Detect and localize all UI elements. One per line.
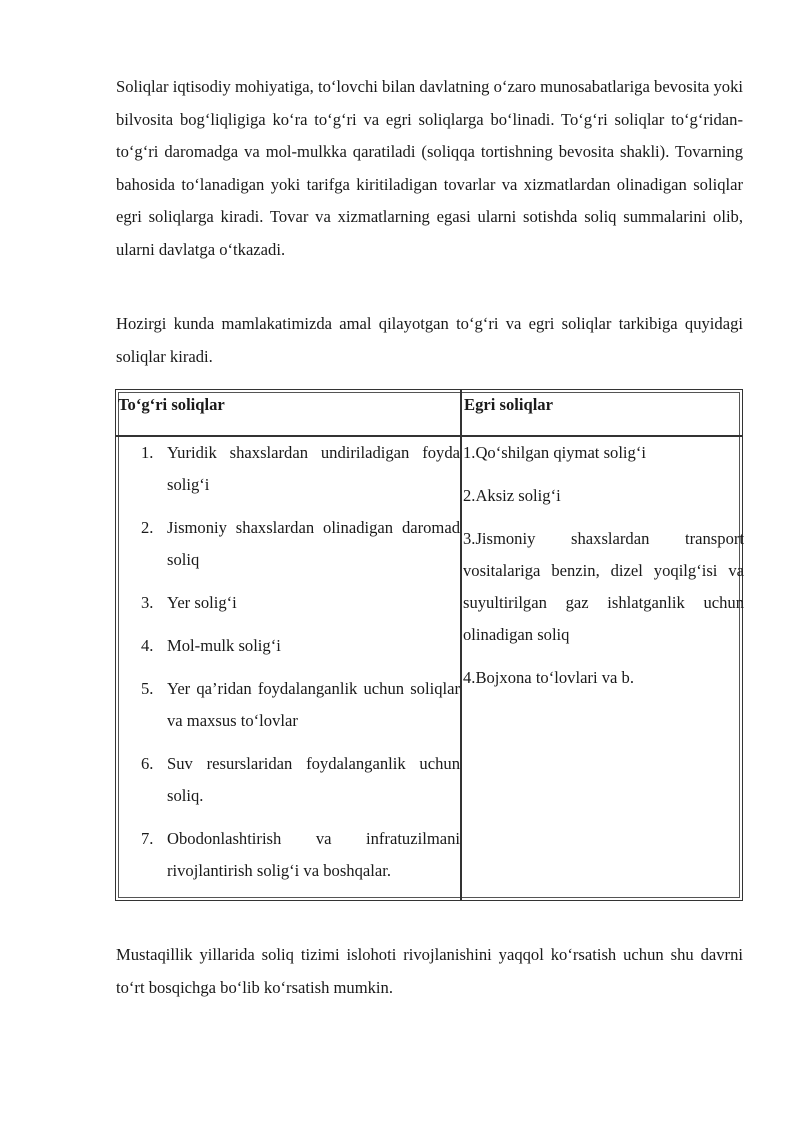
item-text: Mol-mulk solig‘i [167, 636, 281, 655]
item-text: Suv resurslaridan foydalanganlik uchun soliq. [167, 754, 460, 805]
list-item [116, 630, 460, 662]
intro-paragraph: Soliqlar iqtisodiy mohiyatiga, to‘lovchi bilan davlatning o‘zaro munosabatlariga bevosita yoki bilvosita bog‘liqligiga ko‘ra to‘g‘ri va egri soliqlarga bo‘linadi. To‘g‘ri soliqlar to‘g‘ridan-to‘g‘ri daromadga va mol-mulkka qaratiladi (soliqqa tortishning bevosita shakli). Tovarning bahosida to‘lanadigan yoki tarifga kiritiladigan tovarlar va xizmatlardan olinadigan soliqlar egri soliqlarga kiradi. Tovar va xizmatlarning egasi ularni sotishda soliq summalarini olib, ularni davlatga o‘tkazadi. [116, 77, 743, 259]
lead-paragraph: Hozirgi kunda mamlakatimizda amal qilayotgan to‘g‘ri va egri soliqlar tarkibiga quyidagi soliqlar kiradi. [116, 314, 743, 366]
item-number: 6. [141, 754, 154, 773]
item-number: 1. [141, 443, 154, 462]
list-item [116, 587, 460, 619]
item-number: 3. [141, 593, 154, 612]
item-text: Obodonlashtirish va infratuzilmani rivojlantirish solig‘i va boshqalar. [167, 829, 460, 880]
list-item [116, 748, 460, 812]
item-text: Jismoniy shaxslardan olinadigan daromad soliq [167, 518, 460, 569]
list-item: 4.Bojxona to‘lovlari va b. [463, 668, 634, 687]
item-text: Yer qa’ridan foydalanganlik uchun soliqlar va maxsus to‘lovlar [167, 679, 460, 730]
item-text: Yuridik shaxslardan undiriladigan foyda solig‘i [167, 443, 460, 494]
item-number: 5. [141, 679, 154, 698]
header-indirect-taxes: Egri soliqlar [464, 395, 553, 414]
item-number: 2. [141, 518, 154, 537]
item-number: 7. [141, 829, 154, 848]
list-item [116, 512, 460, 576]
header-direct-taxes: To‘g‘ri soliqlar [118, 395, 225, 414]
indirect-tax-list [463, 437, 744, 705]
tax-table [115, 389, 743, 901]
list-item: 2.Aksiz solig‘i [463, 486, 561, 505]
list-item: 1.Qo‘shilgan qiymat solig‘i [463, 443, 646, 462]
list-item [116, 823, 460, 887]
list-item [116, 673, 460, 737]
item-text: Yer solig‘i [167, 593, 237, 612]
column-divider [460, 390, 462, 900]
list-item [116, 437, 460, 501]
direct-tax-list [116, 437, 460, 898]
closing-paragraph: Mustaqillik yillarida soliq tizimi islohoti rivojlanishini yaqqol ko‘rsatish uchun shu davrni to‘rt bosqichga bo‘lib ko‘rsatish mumkin. [116, 945, 743, 997]
item-number: 4. [141, 636, 154, 655]
list-item: 3.Jismoniy shaxslardan transport vositalariga benzin, dizel yoqilg‘isi va suyultirilgan gaz ishlatganlik uchun olinadigan soliq [463, 529, 744, 644]
